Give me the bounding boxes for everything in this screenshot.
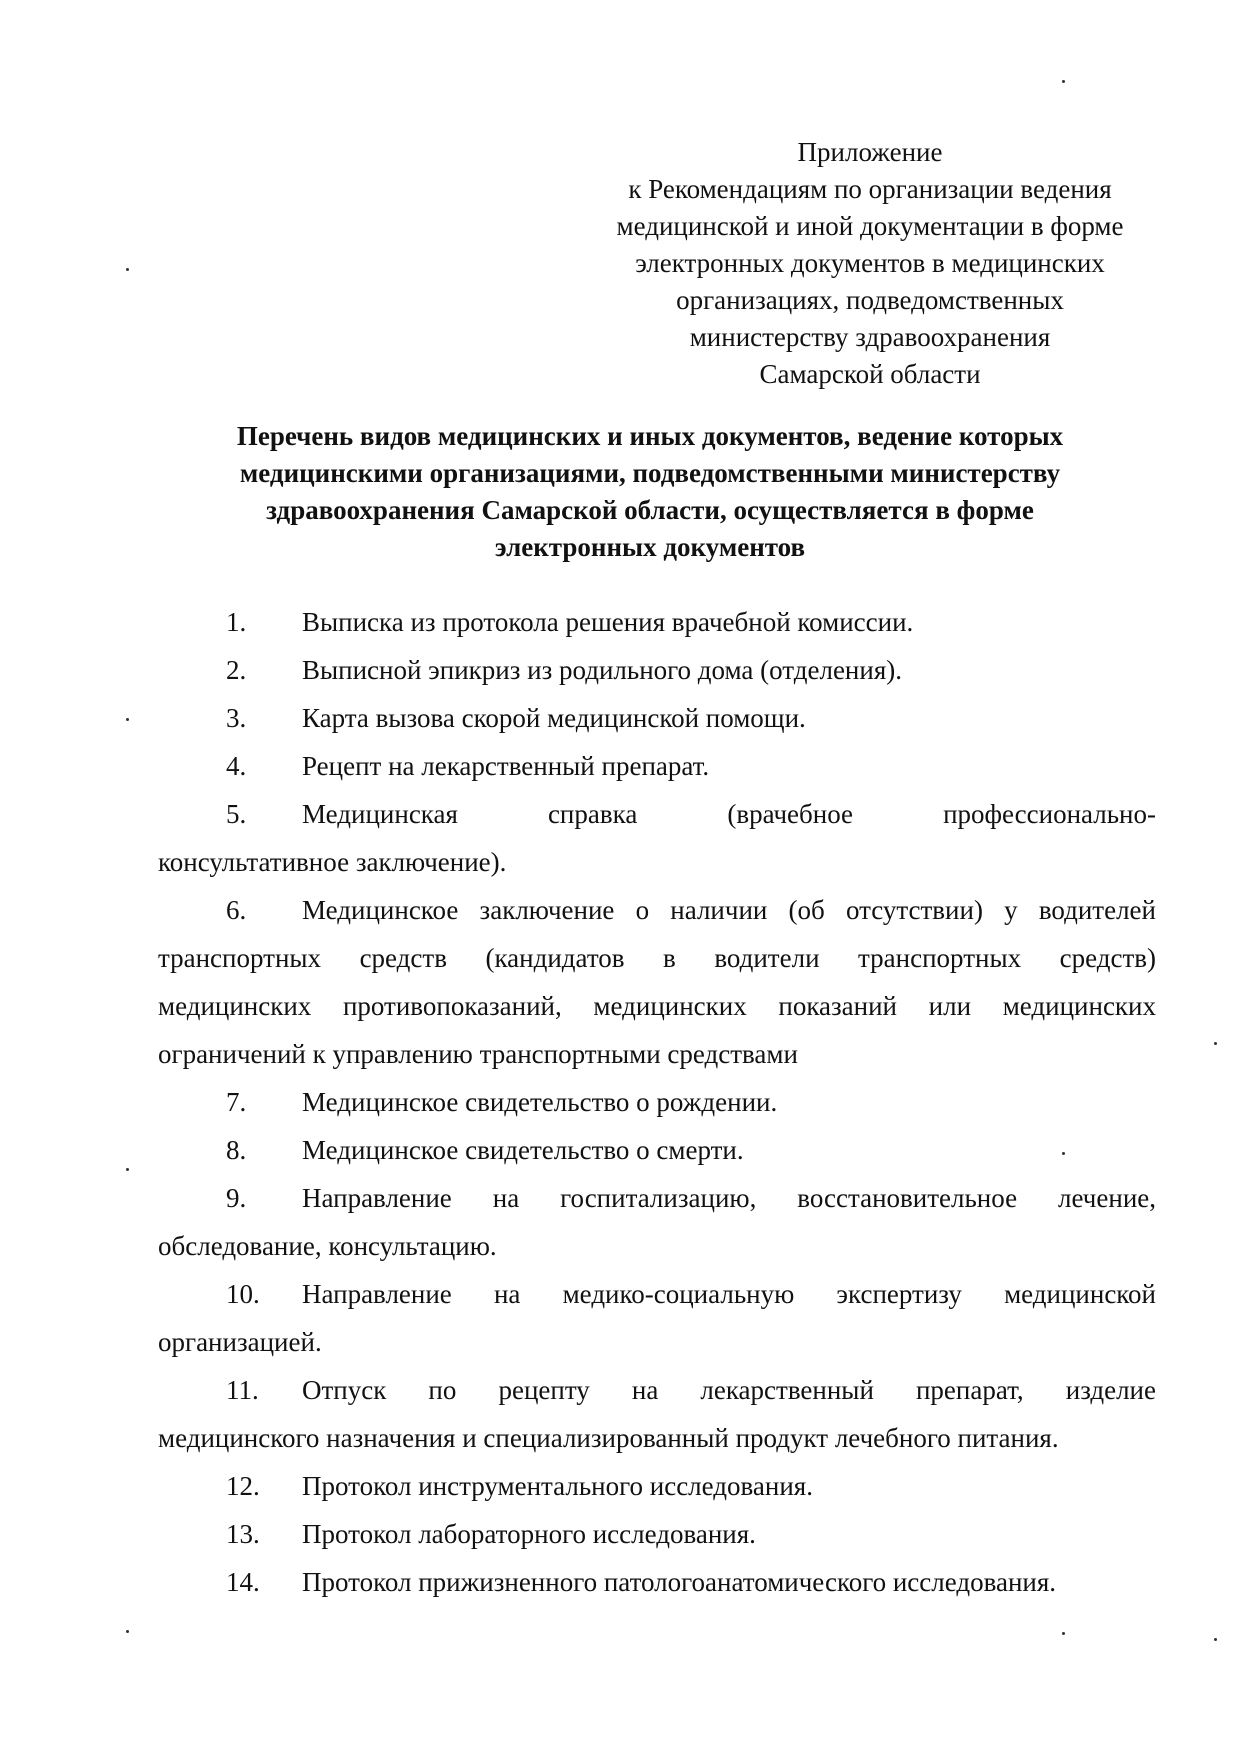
list-item-continuation: обследование, консультацию. <box>158 1231 497 1261</box>
list-item-text: Выписной эпикриз из родильного дома (отделения). <box>302 655 902 685</box>
list-item-first-line <box>158 1510 1156 1558</box>
list-item-text: Направление на медико-социальную экспертизу медицинской <box>302 1279 1156 1309</box>
list-item-number: 4. <box>226 751 247 781</box>
scan-speck <box>1062 1152 1065 1155</box>
list-item <box>158 598 1156 646</box>
appendix-line: Приложение <box>797 137 943 167</box>
appendix-line: к Рекомендациям по организации ведения <box>628 174 1112 204</box>
list-item-first-line <box>158 742 1156 790</box>
title-line: здравоохранения Самарской области, осуществляется в форме <box>266 495 1034 525</box>
list-item-first-line <box>158 886 1156 934</box>
list-item-first-line <box>158 790 1156 838</box>
appendix-line: организациях, подведомственных <box>676 285 1064 315</box>
document-title <box>150 418 1150 566</box>
list-item <box>158 1174 1156 1270</box>
appendix-header <box>560 134 1180 393</box>
list-item-number: 1. <box>226 607 247 637</box>
list-item-first-line <box>158 1270 1156 1318</box>
list-item <box>158 742 1156 790</box>
list-item-first-line <box>158 694 1156 742</box>
list-item-first-line <box>158 1174 1156 1222</box>
list-item-text: Карта вызова скорой медицинской помощи. <box>302 703 806 733</box>
list-item-text: Отпуск по рецепту на лекарственный препарат, изделие <box>302 1375 1156 1405</box>
title-line: Перечень видов медицинских и иных документов, ведение которых <box>236 421 1064 451</box>
list-item-number: 6. <box>226 895 247 925</box>
list-item-text: Медицинское заключение о наличии (об отсутствии) у водителей <box>302 895 1156 925</box>
list-item-number: 9. <box>226 1183 247 1213</box>
list-item-number: 12. <box>226 1471 260 1501</box>
list-item <box>158 1270 1156 1366</box>
list-item <box>158 646 1156 694</box>
appendix-line: электронных документов в медицинских <box>635 248 1105 278</box>
list-item-number: 3. <box>226 703 247 733</box>
list-item-number: 13. <box>226 1519 260 1549</box>
list-item-text: Протокол лабораторного исследования. <box>302 1519 756 1549</box>
list-item-text: Протокол прижизненного патологоанатомического исследования. <box>302 1567 1057 1597</box>
list-item <box>158 1510 1156 1558</box>
appendix-line: Самарской области <box>759 359 981 389</box>
list-item-number: 14. <box>226 1567 260 1597</box>
scan-speck <box>126 1630 129 1633</box>
document-list <box>158 598 1156 1606</box>
list-item-number: 7. <box>226 1087 247 1117</box>
title-line: медицинскими организациями, подведомственными министерству <box>239 458 1061 488</box>
list-item <box>158 1462 1156 1510</box>
list-item-continuation: консультативное заключение). <box>158 847 507 877</box>
list-item-continuation: организацией. <box>158 1327 322 1357</box>
list-item-number: 2. <box>226 655 247 685</box>
appendix-line: медицинской и иной документации в форме <box>616 211 1124 241</box>
list-item-text: Выписка из протокола решения врачебной комиссии. <box>302 607 914 637</box>
list-item-text: Направление на госпитализацию, восстановительное лечение, <box>302 1183 1156 1213</box>
list-item-continuation: ограничений к управлению транспортными средствами <box>158 1039 798 1069</box>
list-item-number: 11. <box>226 1375 259 1405</box>
list-item-continuation: транспортных средств (кандидатов в водители транспортных средств) <box>158 943 1156 973</box>
scan-speck <box>126 718 129 721</box>
list-item-continuation: медицинского назначения и специализированный продукт лечебного питания. <box>158 1423 1059 1453</box>
list-item-first-line <box>158 1126 1156 1174</box>
list-item-first-line <box>158 646 1156 694</box>
list-item-text: Протокол инструментального исследования. <box>302 1471 813 1501</box>
scan-speck <box>1062 80 1065 83</box>
list-item-first-line <box>158 598 1156 646</box>
list-item-text: Медицинское свидетельство о рождении. <box>302 1087 778 1117</box>
appendix-line: министерству здравоохранения <box>689 322 1051 352</box>
list-item <box>158 886 1156 1078</box>
list-item-number: 5. <box>226 799 247 829</box>
list-item-number: 8. <box>226 1135 247 1165</box>
scan-speck <box>126 1168 129 1171</box>
list-item <box>158 694 1156 742</box>
list-item-continuation: медицинских противопоказаний, медицинских показаний или медицинских <box>158 991 1156 1021</box>
scan-speck <box>1214 1042 1217 1045</box>
scan-speck <box>1062 1632 1065 1635</box>
scan-speck <box>1214 1638 1217 1641</box>
list-item-text: Медицинская справка (врачебное профессионально- <box>302 799 1156 829</box>
list-item-first-line <box>158 1462 1156 1510</box>
list-item-first-line <box>158 1558 1156 1606</box>
list-item-text: Медицинское свидетельство о смерти. <box>302 1135 744 1165</box>
list-item <box>158 790 1156 886</box>
list-item <box>158 1558 1156 1606</box>
scan-speck <box>126 268 129 271</box>
list-item-first-line <box>158 1078 1156 1126</box>
list-item-text: Рецепт на лекарственный препарат. <box>302 751 710 781</box>
list-item-first-line <box>158 1366 1156 1414</box>
title-line: электронных документов <box>494 532 806 562</box>
list-item <box>158 1078 1156 1126</box>
list-item <box>158 1366 1156 1462</box>
list-item <box>158 1126 1156 1174</box>
list-item-number: 10. <box>226 1279 260 1309</box>
